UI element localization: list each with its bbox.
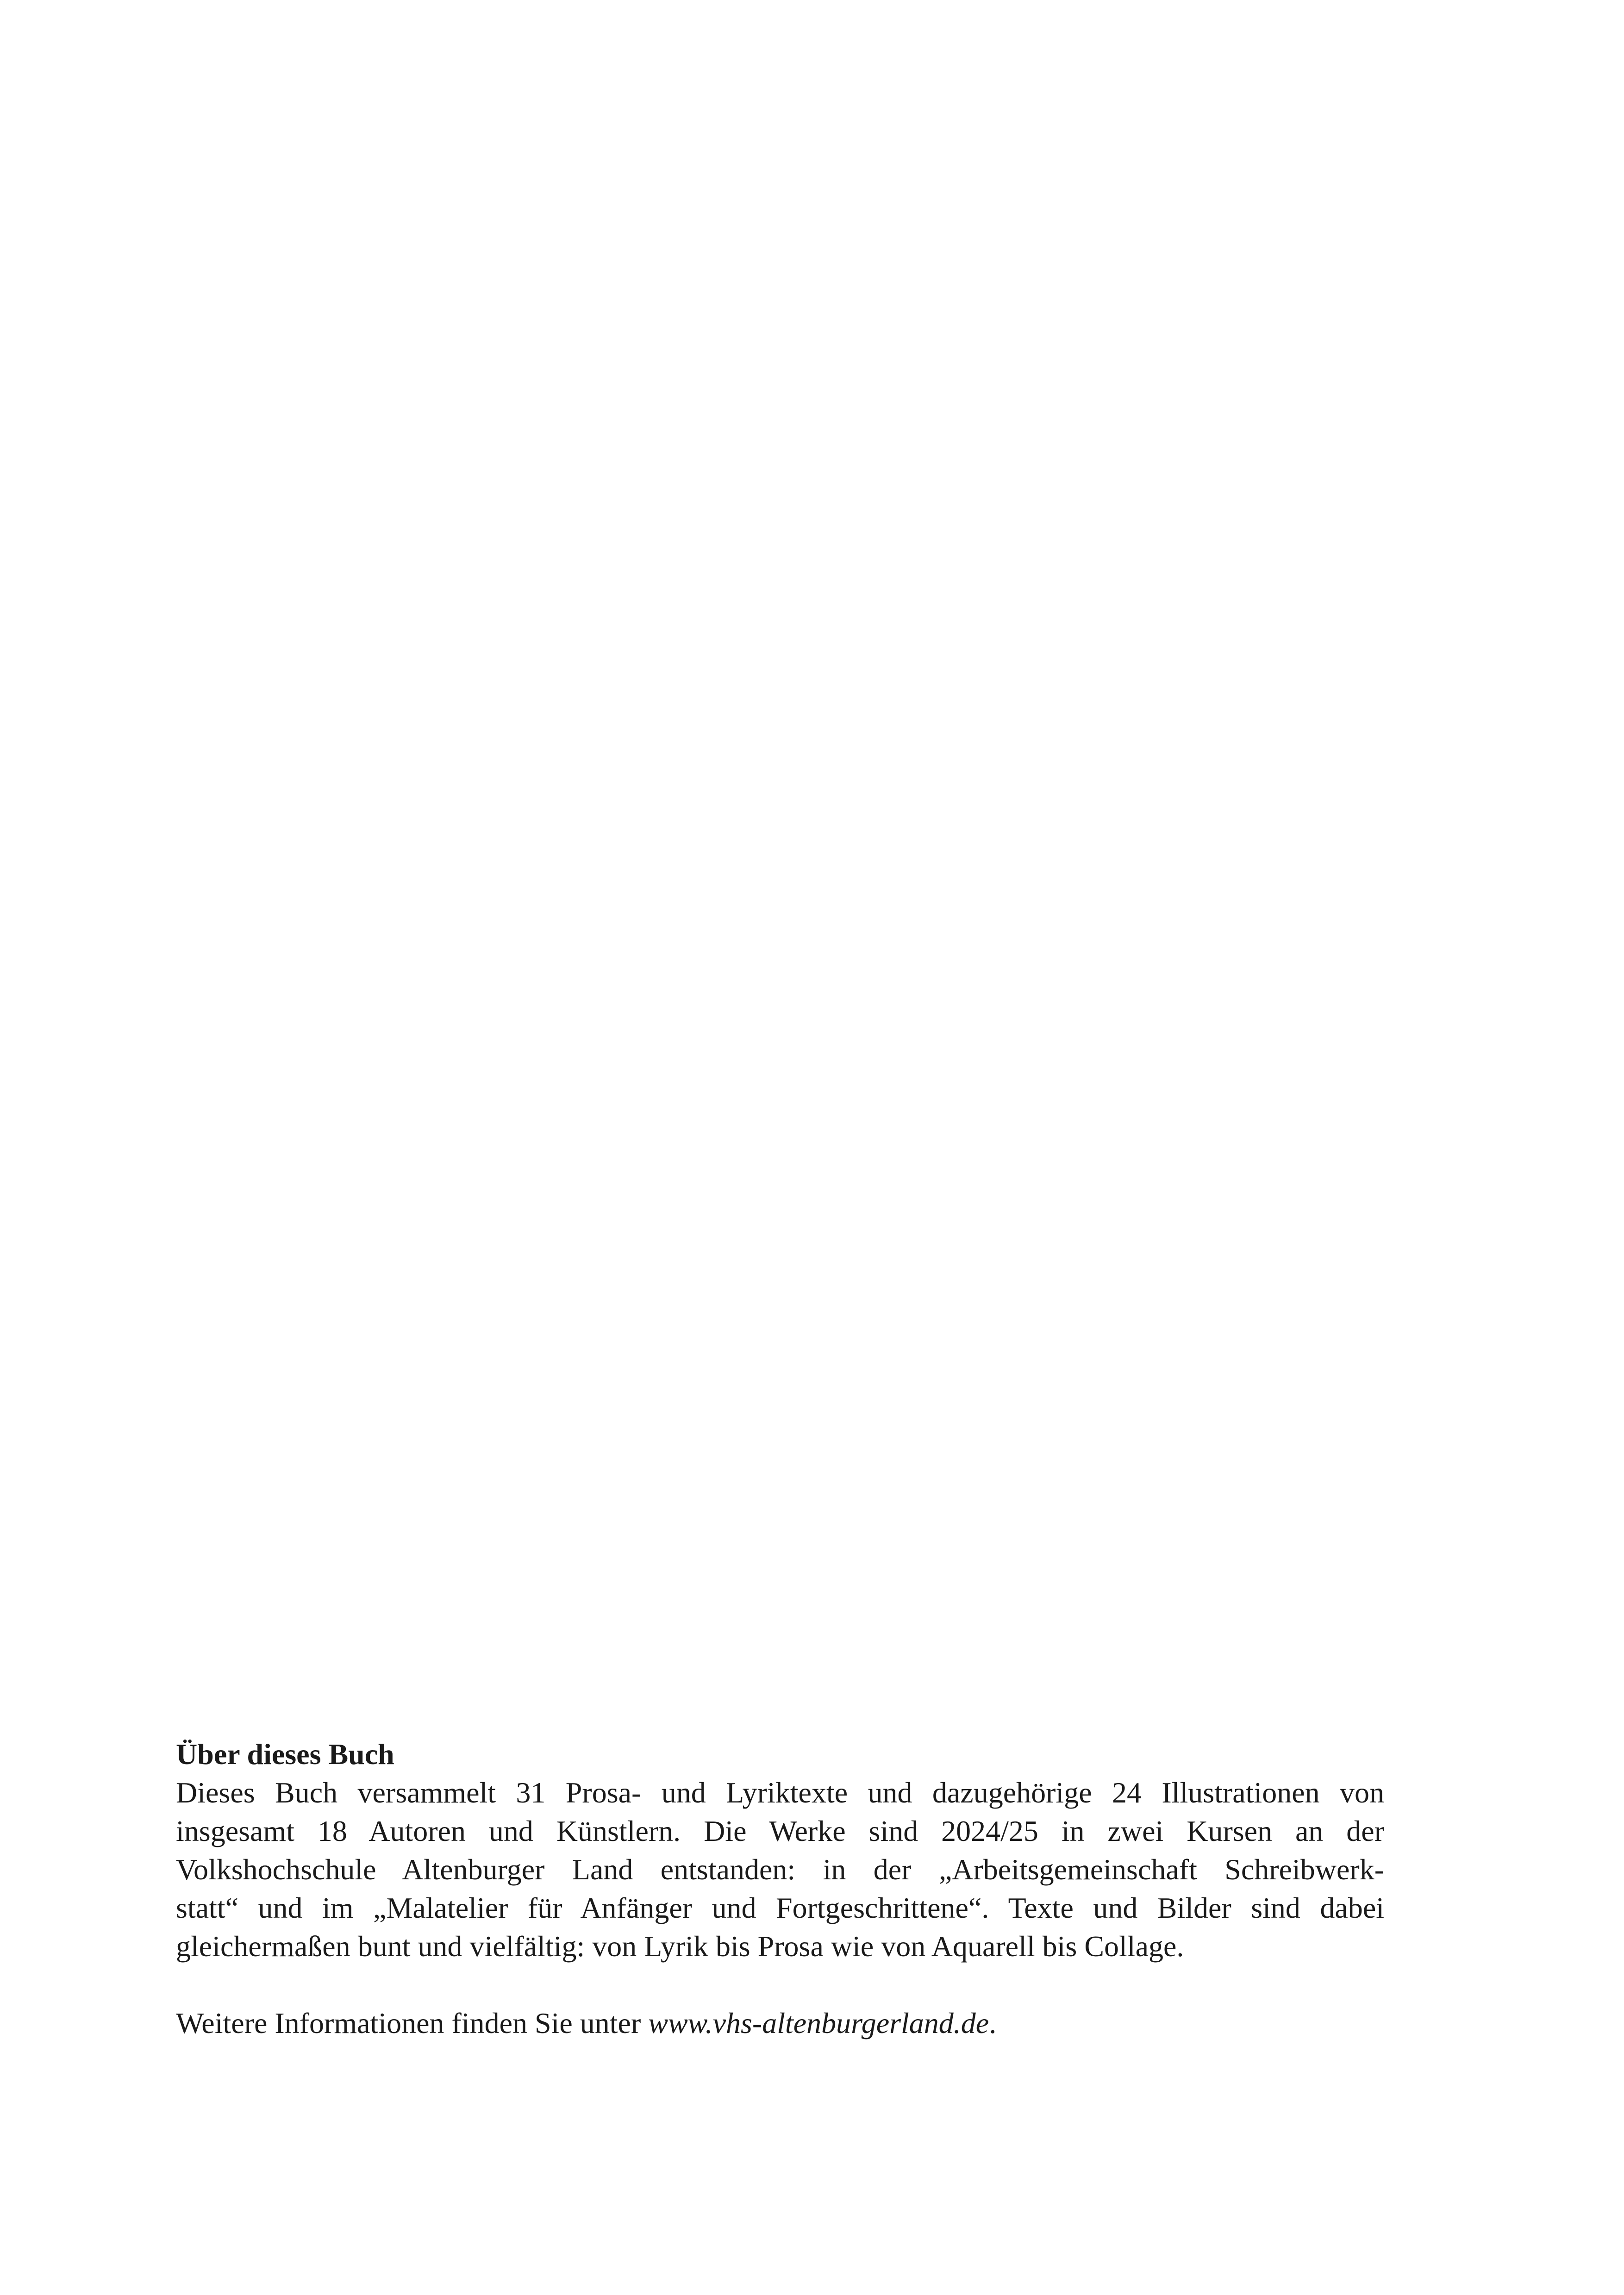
- paragraph-spacer: [176, 1965, 1384, 2004]
- about-text-line-4: statt“ und im „Malatelier für Anfänger und Fortgeschrittene“. Texte und Bilder sind dabei: [176, 1891, 1384, 1924]
- about-text-line-2: insgesamt 18 Autoren und Künstlern. Die Werke sind 2024/25 in zwei Kursen an der: [176, 1815, 1384, 1847]
- more-info-suffix: .: [989, 2007, 997, 2039]
- more-info-prefix: Weitere Informationen finden Sie unter: [176, 2007, 649, 2039]
- about-text-line-1: Dieses Buch versammelt 31 Prosa- und Lyriktexte und dazugehörige 24 Illustrationen von: [176, 1776, 1384, 1809]
- about-heading: Über dieses Buch: [176, 1738, 394, 1771]
- website-link[interactable]: www.vhs-altenburgerland.de: [648, 2007, 989, 2039]
- more-info-line: [176, 2004, 1384, 2042]
- about-text-line-3: Volkshochschule Altenburger Land entstanden: in der „Arbeitsgemeinschaft Schreibwerk-: [176, 1853, 1384, 1886]
- about-text-line-5: gleichermaßen bunt und vielfältig: von Lyrik bis Prosa wie von Aquarell bis Collage.: [176, 1930, 1184, 1963]
- about-section: [176, 1735, 1384, 2042]
